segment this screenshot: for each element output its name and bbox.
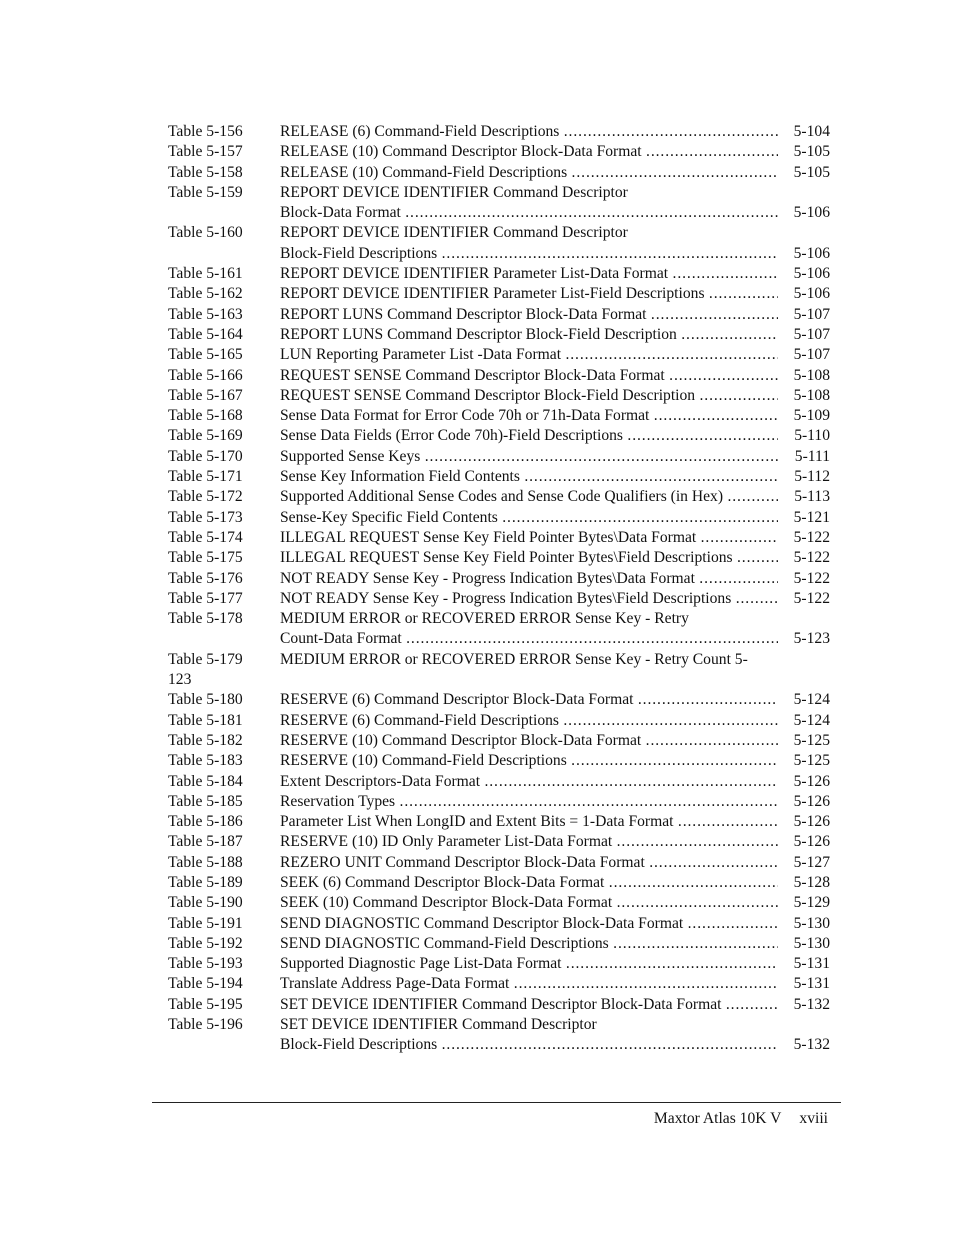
table-title: Sense Data Format for Error Code 70h or 71h-Data Format [280,407,650,425]
table-title: RELEASE (6) Command-Field Descriptions [280,123,560,140]
table-title: REPORT DEVICE IDENTIFIER Command Descriptor [280,183,628,201]
dot-leader [280,731,778,751]
table-number: Table 5-156 [168,123,243,140]
table-title: SET DEVICE IDENTIFIER Command Descriptor Block-Data Format [280,995,722,1013]
page-footer [654,1110,828,1128]
table-number: Table 5-184 [168,772,243,790]
page-number: 5-125 [790,751,830,771]
toc-entry[interactable] [168,731,830,751]
table-number: Table 5-191 [168,914,243,932]
toc-entry[interactable] [168,122,830,142]
page-number: 5-129 [790,893,830,913]
page-number: 5-126 [790,772,830,792]
table-title: REPORT DEVICE IDENTIFIER Command Descriptor [280,224,628,242]
toc-entry[interactable] [168,751,830,771]
table-title: Block-Field Descriptions [280,244,438,262]
table-number: Table 5-195 [168,995,243,1013]
dot-leader [280,406,778,426]
table-title: NOT READY Sense Key - Progress Indication Bytes\Data Format [280,569,695,587]
table-title: Supported Additional Sense Codes and Sense Code Qualifiers (in Hex) [280,488,724,506]
dot-leader [280,812,778,832]
toc-entry[interactable] [168,690,830,710]
page-number: 5-106 [790,244,830,264]
table-number: Table 5-160 [168,224,243,242]
dot-leader [280,345,778,365]
table-title: RELEASE (10) Command-Field Descriptions [280,163,568,181]
table-number: Table 5-162 [168,285,243,303]
toc-entry[interactable] [168,345,830,365]
dot-leader [280,792,778,812]
table-number: Table 5-187 [168,833,243,851]
page-number: 5-104 [790,122,830,142]
table-title: REPORT DEVICE IDENTIFIER Parameter List-Data Format [280,265,669,283]
table-title: SET DEVICE IDENTIFIER Command Descriptor [280,1016,597,1034]
dot-leader [280,163,778,183]
table-title: SEND DIAGNOSTIC Command-Field Descriptions [280,934,609,952]
table-title: NOT READY Sense Key - Progress Indication Bytes\Field Descriptions [280,589,732,607]
page-number: 5-132 [790,1035,830,1055]
table-number: Table 5-183 [168,752,243,770]
dot-leader [280,629,778,649]
table-number: Table 5-164 [168,325,243,343]
table-title: Count-Data Format [280,630,402,648]
table-title: RESERVE (6) Command-Field Descriptions [280,711,559,729]
table-number: Table 5-181 [168,711,243,729]
dot-leader [280,690,778,710]
dot-leader [280,873,778,893]
table-number: Table 5-194 [168,975,243,993]
dot-leader [280,264,778,284]
page-number: 5-107 [790,305,830,325]
table-number: Table 5-196 [168,1016,243,1034]
dot-leader [280,305,778,325]
toc-entry[interactable] [168,183,830,224]
table-title: RELEASE (10) Command Descriptor Block-Data Format [280,143,642,161]
table-number: Table 5-190 [168,894,243,912]
dot-leader [280,487,778,507]
table-title: Sense Data Fields (Error Code 70h)-Field Descriptions [280,427,623,445]
table-title: RESERVE (6) Command Descriptor Block-Data Format [280,691,634,709]
dot-leader [280,995,778,1015]
table-number: Table 5-161 [168,265,243,283]
table-number: Table 5-192 [168,934,243,952]
footer-title: Maxtor Atlas 10K V [653,1110,782,1127]
toc-entry[interactable] [168,609,830,650]
dot-leader [280,772,778,792]
table-number: Table 5-179 [168,650,243,668]
toc-entry[interactable] [168,406,830,426]
table-title: Block-Field Descriptions [280,1036,438,1054]
toc-entry[interactable] [168,974,830,994]
toc-entry[interactable] [168,914,830,934]
dot-leader [280,325,778,345]
page-number: 5-122 [790,548,830,568]
dot-leader [280,508,778,528]
table-title: RESERVE (10) Command-Field Descriptions [280,752,567,770]
table-number: Table 5-193 [168,955,243,973]
table-number: Table 5-166 [168,366,243,384]
table-title: REPORT LUNS Command Descriptor Block-Field Description [280,325,677,343]
toc-entry[interactable] [168,447,830,467]
table-title: Translate Address Page-Data Format [280,975,510,993]
dot-leader [280,284,778,304]
table-number: Table 5-178 [168,610,243,628]
toc-entry[interactable] [168,853,830,873]
page-number-continuation: 123 [168,671,192,689]
dot-leader [280,589,778,609]
toc-entry[interactable] [168,792,830,812]
page-number: 5-130 [790,914,830,934]
table-title: SEEK (6) Command Descriptor Block-Data Format [280,873,605,891]
table-number: Table 5-165 [168,346,243,364]
dot-leader [280,751,778,771]
toc-entry[interactable] [168,954,830,974]
table-title: MEDIUM ERROR or RECOVERED ERROR Sense Key - Retry [280,610,689,628]
dot-leader [280,142,778,162]
table-title: LUN Reporting Parameter List -Data Format [280,346,562,364]
table-title: Sense-Key Specific Field Contents [280,508,498,526]
page-number: 5-108 [790,386,830,406]
dot-leader [280,447,778,467]
toc-entry[interactable] [168,264,830,284]
page-number: 5-125 [790,731,830,751]
toc-entry[interactable] [168,772,830,792]
toc-entry[interactable] [168,163,830,183]
toc-entry[interactable] [168,366,830,386]
table-number: Table 5-174 [168,528,243,546]
table-title: ILLEGAL REQUEST Sense Key Field Pointer Bytes\Data Format [280,528,697,546]
table-title: Extent Descriptors-Data Format [280,772,481,790]
toc-entry[interactable] [168,589,830,609]
toc-entry[interactable] [168,1015,830,1056]
dot-leader [280,832,778,852]
table-number: Table 5-163 [168,305,243,323]
table-title: MEDIUM ERROR or RECOVERED ERROR Sense Key - Retry Count 5- [280,650,748,668]
page-number: 5-121 [790,508,830,528]
page-number: 5-130 [790,934,830,954]
page-number: 5-122 [790,589,830,609]
page-number: 5-112 [790,467,830,487]
table-title: REQUEST SENSE Command Descriptor Block-Field Description [280,386,696,404]
toc-entry[interactable] [168,711,830,731]
dot-leader [280,711,778,731]
toc-entry[interactable] [168,528,830,548]
page-number: 5-127 [790,853,830,873]
dot-leader [280,548,778,568]
dot-leader [280,934,778,954]
toc-entry[interactable] [168,426,830,446]
page-number: 5-132 [790,995,830,1015]
toc-entry[interactable] [168,223,830,264]
toc-entry[interactable] [168,995,830,1015]
table-title: REQUEST SENSE Command Descriptor Block-Data Format [280,366,665,384]
page-number: 5-107 [790,345,830,365]
table-title: Parameter List When LongID and Extent Bits = 1-Data Format [280,813,674,831]
dot-leader [280,386,778,406]
dot-leader [280,122,778,142]
page-number: 5-122 [790,528,830,548]
dot-leader [280,467,778,487]
table-title: SEEK (10) Command Descriptor Block-Data Format [280,894,613,912]
table-number: Table 5-159 [168,183,243,201]
page-number: 5-122 [790,569,830,589]
page-number: 5-108 [790,366,830,386]
table-title: Reservation Types [280,792,396,810]
toc-entry[interactable] [168,386,830,406]
table-title: REZERO UNIT Command Descriptor Block-Data Format [280,853,645,871]
table-of-contents [168,122,830,1056]
page-number: 5-123 [790,629,830,649]
toc-entry[interactable] [168,569,830,589]
table-title: RESERVE (10) Command Descriptor Block-Data Format [280,731,642,749]
dot-leader [280,914,778,934]
dot-leader [280,954,778,974]
dot-leader [280,974,778,994]
table-title: Supported Sense Keys [280,447,421,465]
dot-leader [280,426,778,446]
toc-entry[interactable] [168,873,830,893]
toc-entry[interactable] [168,325,830,345]
page-number: 5-113 [790,487,830,507]
table-number: Table 5-157 [168,143,243,161]
table-number: Table 5-182 [168,731,243,749]
page-number: 5-128 [790,873,830,893]
page-number: 5-126 [790,812,830,832]
dot-leader [280,569,778,589]
table-title: Supported Diagnostic Page List-Data Format [280,955,562,973]
page-number: 5-110 [790,426,830,446]
table-number: Table 5-158 [168,163,243,181]
page-number: 5-109 [790,406,830,426]
table-title: SEND DIAGNOSTIC Command Descriptor Block-Data Format [280,914,684,932]
toc-entry[interactable] [168,893,830,913]
table-number: Table 5-170 [168,447,243,465]
page-number: 5-124 [790,711,830,731]
table-number: Table 5-189 [168,873,243,891]
table-number: Table 5-175 [168,549,243,567]
table-number: Table 5-185 [168,792,243,810]
dot-leader [280,244,778,264]
table-number: Table 5-171 [168,468,243,486]
dot-leader [280,853,778,873]
table-title: ILLEGAL REQUEST Sense Key Field Pointer Bytes\Field Descriptions [280,549,733,567]
toc-entry[interactable] [168,650,830,691]
page-number: 5-126 [790,792,830,812]
toc-entry[interactable] [168,284,830,304]
table-title: Sense Key Information Field Contents [280,468,520,486]
toc-entry[interactable] [168,508,830,528]
dot-leader [280,366,778,386]
page-number: 5-106 [790,284,830,304]
page-number: 5-105 [790,142,830,162]
toc-entry[interactable] [168,934,830,954]
page-number: 5-105 [790,163,830,183]
table-number: Table 5-173 [168,508,243,526]
table-number: Table 5-172 [168,488,243,506]
table-number: Table 5-180 [168,691,243,709]
dot-leader [280,1035,778,1055]
toc-entry[interactable] [168,305,830,325]
table-number: Table 5-167 [168,386,243,404]
page-number: 5-131 [790,974,830,994]
page-number: 5-124 [790,690,830,710]
page-number: 5-106 [790,264,830,284]
toc-entry[interactable] [168,467,830,487]
table-title: REPORT LUNS Command Descriptor Block-Data Format [280,305,647,323]
table-number: Table 5-168 [168,407,243,425]
dot-leader [280,893,778,913]
table-title: RESERVE (10) ID Only Parameter List-Data Format [280,833,613,851]
toc-entry[interactable] [168,812,830,832]
page-number: 5-107 [790,325,830,345]
page-number: 5-131 [790,954,830,974]
table-number: Table 5-176 [168,569,243,587]
page-number: 5-106 [790,203,830,223]
table-number: Table 5-169 [168,427,243,445]
toc-entry[interactable] [168,487,830,507]
footer-rule [152,1102,841,1103]
dot-leader [280,203,778,223]
dot-leader [280,528,778,548]
page-number: 5-126 [790,832,830,852]
table-number: Table 5-188 [168,853,243,871]
table-title: REPORT DEVICE IDENTIFIER Parameter List-Field Descriptions [280,285,705,303]
toc-entry[interactable] [168,548,830,568]
table-title: Block-Data Format [280,204,401,222]
table-number: Table 5-186 [168,813,243,831]
table-number: Table 5-177 [168,589,243,607]
toc-entry[interactable] [168,142,830,162]
footer-page-number: xviii [799,1110,828,1127]
toc-entry[interactable] [168,832,830,852]
page-number: 5-111 [791,447,830,467]
